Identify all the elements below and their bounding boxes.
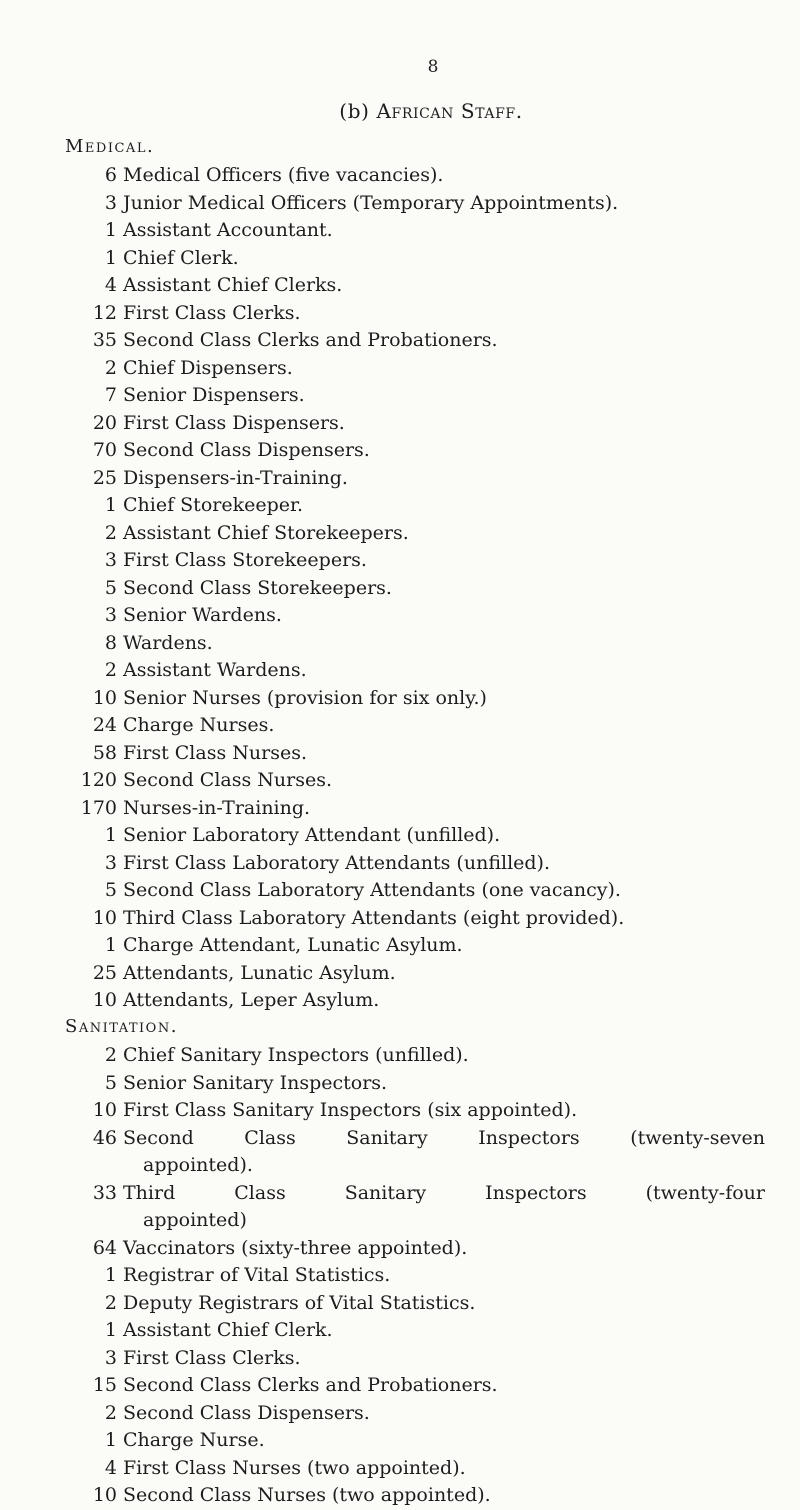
staff-position: [123, 960, 765, 988]
medical-staff-entry: [65, 795, 765, 823]
staff-position-text: Second Class Nurses (two appointed).: [123, 1484, 491, 1506]
staff-position: [123, 1400, 765, 1428]
staff-position-text: Assistant Wardens.: [123, 659, 307, 681]
staff-position: [123, 795, 765, 823]
sanitation-section: [65, 1011, 765, 1510]
staff-position: [123, 547, 765, 575]
sanitation-staff-entry: [65, 1345, 765, 1373]
staff-count: 3: [104, 851, 117, 874]
staff-position-text: Second Class Storekeepers.: [123, 576, 392, 599]
sanitation-staff-entry: [65, 1262, 765, 1290]
medical-staff-entry: [65, 822, 765, 850]
staff-count: 20: [92, 411, 117, 434]
staff-count: 5: [104, 576, 117, 599]
sanitation-staff-entry: [65, 1097, 765, 1125]
staff-position-text: Second Class Sanitary Inspectors (twenty-seven: [123, 1126, 765, 1149]
staff-position-text: Senior Laboratory Attendant (unfilled).: [123, 824, 501, 846]
section-title: [0, 99, 800, 123]
staff-position-text: Deputy Registrars of Vital Statistics.: [123, 1291, 476, 1314]
medical-staff-entry: [65, 162, 765, 190]
staff-count: 6: [104, 164, 117, 186]
staff-position: [123, 1180, 765, 1235]
staff-position: [123, 850, 765, 878]
staff-position: [123, 1125, 765, 1180]
staff-position-text: Senior Wardens.: [123, 604, 282, 626]
staff-position: [123, 740, 765, 768]
staff-position-text: First Class Nurses.: [123, 741, 307, 764]
staff-position: [123, 300, 765, 328]
staff-position: [123, 877, 765, 905]
sanitation-staff-entry: [65, 1125, 765, 1180]
sanitation-staff-list: [65, 1042, 765, 1510]
staff-position-text: Charge Nurse.: [123, 1429, 265, 1451]
medical-staff-entry: [65, 712, 765, 740]
staff-position: [123, 822, 765, 850]
staff-position-text: Assistant Chief Clerk.: [123, 1319, 333, 1341]
staff-position: [123, 712, 765, 740]
medical-staff-entry: [65, 520, 765, 548]
staff-position-text: Senior Sanitary Inspectors.: [123, 1071, 388, 1094]
medical-heading: Medical.: [65, 136, 155, 157]
staff-count: 33: [92, 1181, 117, 1204]
staff-position-text: Second Class Laboratory Attendants (one vacancy).: [123, 879, 621, 901]
staff-position-text: Second Class Dispensers.: [123, 439, 370, 461]
staff-position: [123, 1070, 765, 1098]
staff-count: 10: [92, 686, 117, 709]
staff-count: 2: [104, 1291, 117, 1314]
medical-staff-entry: [65, 877, 765, 905]
staff-position-text: Second Class Dispensers.: [123, 1401, 370, 1424]
staff-position-continuation: appointed).: [143, 1154, 253, 1176]
staff-position-text: Chief Clerk.: [123, 246, 239, 269]
medical-staff-entry: [65, 685, 765, 713]
medical-staff-entry: [65, 767, 765, 795]
sanitation-staff-entry: [65, 1070, 765, 1098]
sanitation-staff-entry: [65, 1427, 765, 1455]
staff-count: 2: [104, 1044, 117, 1066]
medical-staff-entry: [65, 492, 765, 520]
staff-position: [123, 905, 765, 933]
section-title-prefix: (b): [339, 99, 377, 123]
sanitation-staff-entry: [65, 1290, 765, 1318]
staff-position-text: Attendants, Leper Asylum.: [123, 989, 380, 1011]
staff-position-text: Second Class Clerks and Probationers.: [123, 329, 498, 351]
medical-staff-entry: [65, 547, 765, 575]
staff-position: [123, 355, 765, 383]
medical-staff-entry: [65, 437, 765, 465]
staff-position: [123, 245, 765, 273]
staff-position: [123, 437, 765, 465]
staff-position: [123, 575, 765, 603]
staff-position-text: Charge Attendant, Lunatic Asylum.: [123, 934, 463, 956]
staff-position-text: Wardens.: [123, 631, 213, 654]
medical-staff-entry: [65, 630, 765, 658]
medical-staff-entry: [65, 245, 765, 273]
staff-position-text: Charge Nurses.: [123, 714, 275, 736]
staff-position: [123, 327, 765, 355]
staff-position-text: Dispensers-in-Training.: [123, 466, 348, 489]
staff-count: 3: [104, 604, 117, 626]
staff-count: 25: [92, 466, 117, 489]
staff-position: [123, 492, 765, 520]
medical-staff-entry: [65, 327, 765, 355]
staff-position: [123, 602, 765, 630]
medical-staff-entry: [65, 272, 765, 300]
medical-staff-entry: [65, 932, 765, 960]
staff-count: 1: [104, 1264, 117, 1286]
medical-staff-entry: [65, 575, 765, 603]
staff-position-text: First Class Clerks.: [123, 301, 301, 324]
staff-count: 4: [104, 274, 117, 296]
staff-position-text: Chief Storekeeper.: [123, 494, 304, 516]
staff-position-text: First Class Nurses (two appointed).: [123, 1456, 466, 1479]
staff-position: [123, 520, 765, 548]
medical-staff-entry: [65, 602, 765, 630]
staff-count: 10: [92, 1484, 117, 1506]
staff-position: [123, 410, 765, 438]
staff-position: [123, 382, 765, 410]
staff-position-text: First Class Sanitary Inspectors (six appointed).: [123, 1099, 578, 1121]
staff-count: 1: [104, 824, 117, 846]
sanitation-staff-entry: [65, 1317, 765, 1345]
medical-staff-entry: [65, 382, 765, 410]
staff-position: [123, 1427, 765, 1455]
medical-staff-entry: [65, 905, 765, 933]
staff-position: [123, 685, 765, 713]
sanitation-staff-entry: [65, 1180, 765, 1235]
staff-position-text: Assistant Accountant.: [123, 219, 333, 241]
staff-count: 2: [104, 521, 117, 544]
staff-count: 25: [92, 961, 117, 984]
staff-position: [123, 465, 765, 493]
staff-position-text: Third Class Sanitary Inspectors (twenty-four: [123, 1181, 765, 1204]
sanitation-staff-entry: [65, 1235, 765, 1263]
sanitation-staff-entry: [65, 1372, 765, 1400]
staff-position-text: First Class Storekeepers.: [123, 549, 367, 571]
medical-staff-entry: [65, 300, 765, 328]
staff-count: 170: [80, 796, 117, 819]
sanitation-heading: Sanitation.: [65, 1016, 178, 1037]
staff-count: 10: [92, 906, 117, 929]
staff-position-text: Assistant Chief Clerks.: [123, 274, 343, 296]
staff-count: 3: [104, 549, 117, 571]
staff-count: 2: [104, 659, 117, 681]
staff-position-text: Nurses-in-Training.: [123, 796, 311, 819]
sanitation-staff-entry: [65, 1482, 765, 1510]
staff-position: [123, 272, 765, 300]
sanitation-staff-entry: [65, 1042, 765, 1070]
staff-position: [123, 1345, 765, 1373]
staff-count: 15: [92, 1374, 117, 1396]
staff-position-text: First Class Laboratory Attendants (unfilled).: [123, 851, 550, 874]
medical-staff-entry: [65, 960, 765, 988]
staff-position-text: Junior Medical Officers (Temporary Appointments).: [123, 191, 619, 214]
staff-position-text: Chief Dispensers.: [123, 356, 293, 379]
section-title-text: African Staff.: [376, 99, 523, 123]
staff-count: 10: [92, 1099, 117, 1121]
staff-position-text: First Class Clerks.: [123, 1346, 301, 1369]
staff-count: 24: [92, 714, 117, 736]
staff-position-text: Vaccinators (sixty-three appointed).: [123, 1236, 468, 1259]
staff-count: 3: [104, 1346, 117, 1369]
staff-position: [123, 657, 765, 685]
staff-position: [123, 1317, 765, 1345]
staff-position: [123, 1235, 765, 1263]
staff-count: 1: [104, 494, 117, 516]
staff-count: 2: [104, 1401, 117, 1424]
staff-position-text: Second Class Clerks and Probationers.: [123, 1374, 498, 1396]
staff-position: [123, 190, 765, 218]
staff-position: [123, 1455, 765, 1483]
medical-staff-list: [65, 162, 765, 1015]
staff-count: 1: [104, 934, 117, 956]
staff-count: 1: [104, 219, 117, 241]
staff-position: [123, 1290, 765, 1318]
staff-position: [123, 1097, 765, 1125]
page-number: 8: [427, 57, 439, 77]
staff-position: [123, 1372, 765, 1400]
staff-count: 2: [104, 356, 117, 379]
staff-position-continuation: appointed): [143, 1209, 247, 1231]
staff-position-text: Senior Nurses (provision for six only.): [123, 686, 487, 709]
medical-staff-entry: [65, 355, 765, 383]
medical-staff-entry: [65, 657, 765, 685]
staff-count: 1: [104, 1319, 117, 1341]
staff-count: 1: [104, 246, 117, 269]
staff-position: [123, 162, 765, 190]
sanitation-staff-entry: [65, 1400, 765, 1428]
staff-position-text: Chief Sanitary Inspectors (unfilled).: [123, 1044, 469, 1066]
staff-count: 35: [92, 329, 117, 351]
staff-position: [123, 630, 765, 658]
staff-position-text: Senior Dispensers.: [123, 384, 305, 406]
staff-position-text: Assistant Chief Storekeepers.: [123, 521, 409, 544]
staff-position-text: Attendants, Lunatic Asylum.: [123, 961, 396, 984]
staff-position: [123, 1042, 765, 1070]
staff-count: 4: [104, 1456, 117, 1479]
staff-count: 120: [80, 769, 117, 791]
medical-staff-entry: [65, 740, 765, 768]
staff-count: 58: [92, 741, 117, 764]
staff-position-text: Third Class Laboratory Attendants (eight provided).: [123, 906, 625, 929]
staff-position: [123, 1482, 765, 1510]
medical-staff-entry: [65, 217, 765, 245]
medical-staff-entry: [65, 850, 765, 878]
staff-count: 64: [92, 1236, 117, 1259]
staff-count: 3: [104, 191, 117, 214]
medical-staff-entry: [65, 190, 765, 218]
medical-staff-entry: [65, 465, 765, 493]
staff-count: 8: [104, 631, 117, 654]
sanitation-staff-entry: [65, 1455, 765, 1483]
medical-staff-entry: [65, 410, 765, 438]
staff-position: [123, 767, 765, 795]
staff-count: 70: [92, 439, 117, 461]
staff-position-text: Medical Officers (five vacancies).: [123, 164, 444, 186]
staff-count: 5: [104, 1071, 117, 1094]
staff-count: 46: [92, 1126, 117, 1149]
staff-position: [123, 217, 765, 245]
staff-count: 7: [104, 384, 117, 406]
staff-position: [123, 932, 765, 960]
staff-position: [123, 1262, 765, 1290]
staff-count: 5: [104, 879, 117, 901]
staff-position-text: Registrar of Vital Statistics.: [123, 1264, 391, 1286]
staff-count: 1: [104, 1429, 117, 1451]
staff-count: 10: [92, 989, 117, 1011]
staff-position-text: First Class Dispensers.: [123, 411, 345, 434]
medical-section: [65, 131, 765, 1015]
staff-count: 12: [92, 301, 117, 324]
staff-position-text: Second Class Nurses.: [123, 769, 332, 791]
